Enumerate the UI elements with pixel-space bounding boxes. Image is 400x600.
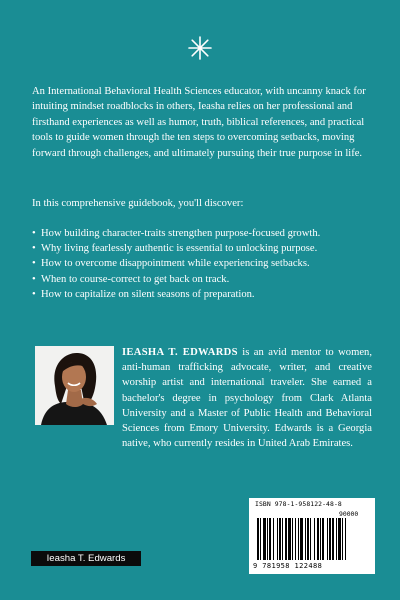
- benefits-list: [32, 226, 377, 302]
- isbn-barcode: [249, 498, 375, 574]
- list-item: • Why living fearlessly authentic is essential to unlocking purpose.: [32, 241, 377, 256]
- barcode-bars: [257, 518, 369, 560]
- author-bio-text: is an avid mentor to women, anti-human trafficking advocate, writer, and creative worship artist and international traveler. She earned a bachelor's degree in psychology from Clark Atlanta University and a Master of Public Health and Behavioral Sciences from Emory University. Edwards is a Georgia native, who currently resides in United Arab Emirates.: [122, 347, 372, 450]
- price-code: 90000: [339, 510, 359, 518]
- asterisk-star-icon: [188, 36, 212, 60]
- isbn-label: ISBN 978-1-958122-48-8: [255, 500, 342, 508]
- author-name: IEASHA T. EDWARDS: [122, 347, 238, 358]
- list-item: • How to capitalize on silent seasons of preparation.: [32, 287, 377, 302]
- barcode-number: 9 781958 122488: [253, 562, 323, 570]
- intro-paragraph: An International Behavioral Health Sciences educator, with uncanny knack for intuiting mindset roadblocks in others, Ieasha relies on her professional and firsthand experiences as well as humor, truth, biblical references, and practical tools to guide women through the ten steps to overcoming setbacks, moving forward through challenges, and ultimately pursuing their true purpose in life.: [32, 86, 366, 159]
- list-item: • How to overcome disappointment while experiencing setbacks.: [32, 256, 377, 271]
- author-name-tag: Ieasha T. Edwards: [31, 551, 141, 566]
- list-item: • How building character-traits strengthen purpose-focused growth.: [32, 226, 377, 241]
- discover-heading: In this comprehensive guidebook, you'll discover:: [32, 198, 244, 209]
- list-item: • When to course-correct to get back on track.: [32, 272, 377, 287]
- author-bio: [122, 345, 372, 451]
- author-photo: [35, 346, 114, 425]
